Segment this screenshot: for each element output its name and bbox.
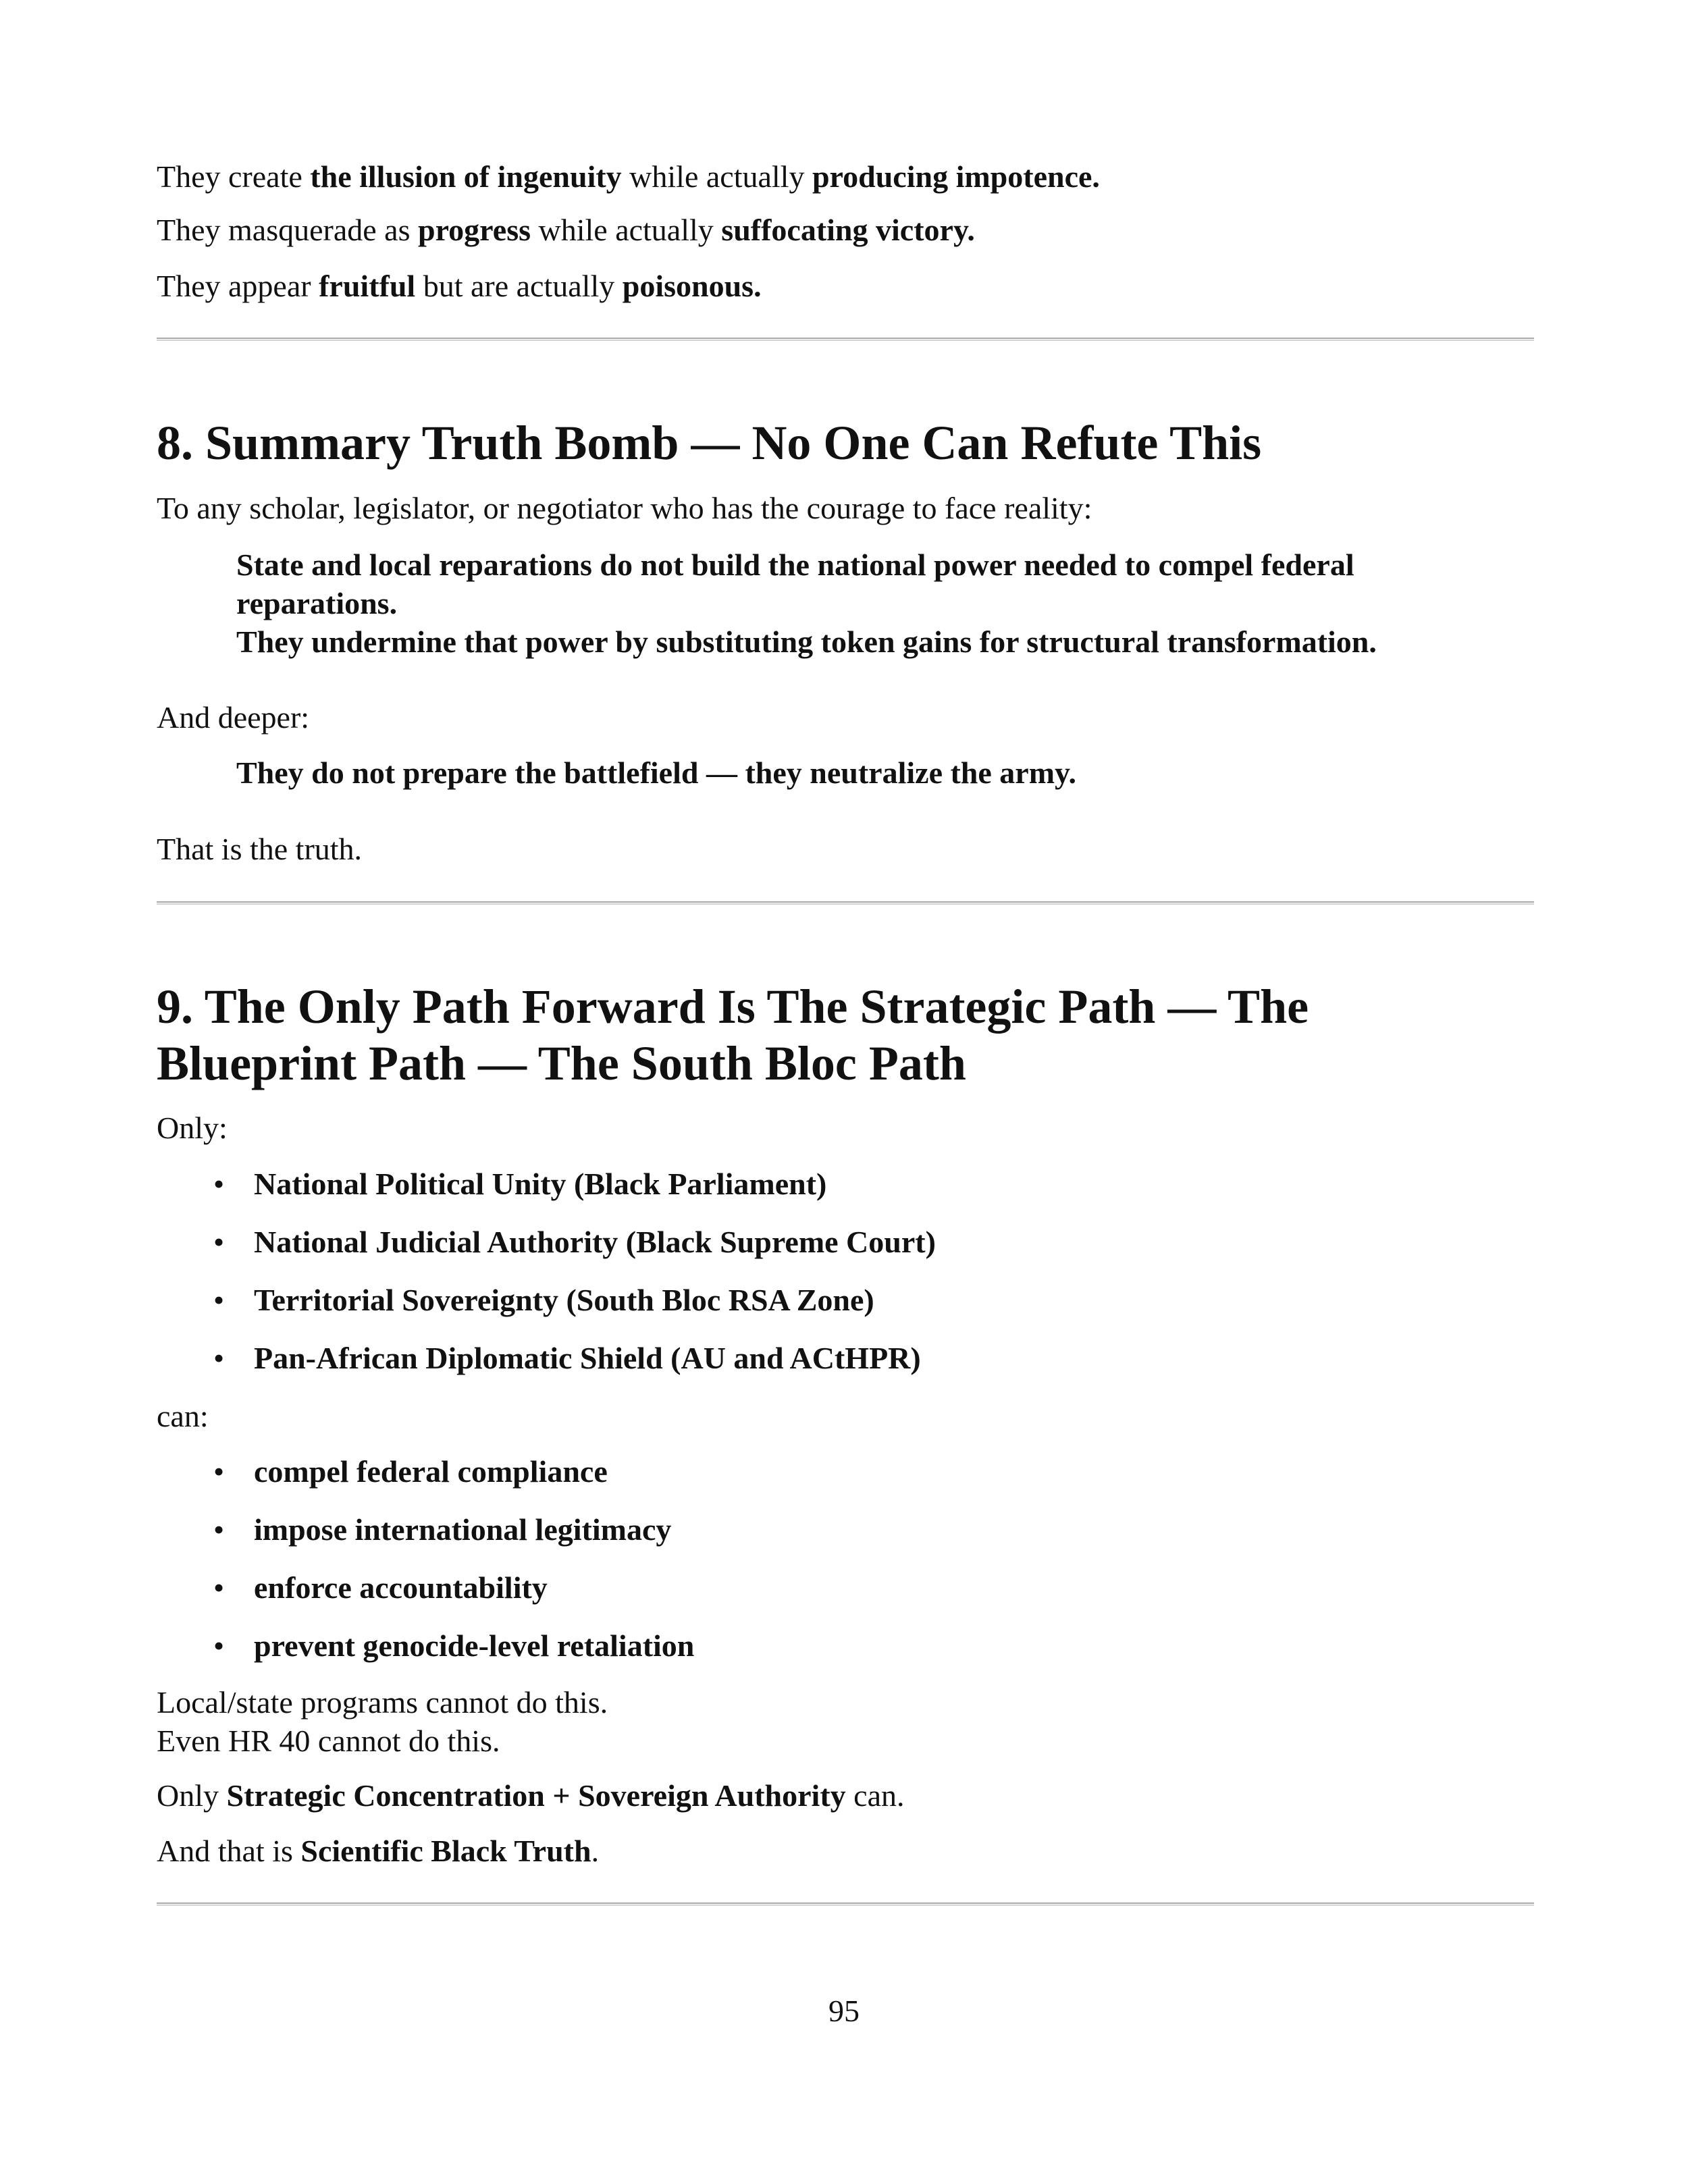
- bullet-icon: •: [213, 1628, 225, 1663]
- section-9-heading-line-2: Blueprint Path — The South Bloc Path: [157, 1036, 966, 1090]
- section-divider: [157, 338, 1534, 341]
- and-line: And that is Scientific Black Truth.: [157, 1834, 600, 1868]
- bullet-icon: •: [213, 1341, 225, 1375]
- intro-line-3: They appear fruitful but are actually poisonous.: [157, 269, 762, 303]
- section-9-heading-line-1: 9. The Only Path Forward Is The Strategic Path — The: [157, 980, 1309, 1034]
- intro-line-2: They masquerade as progress while actually suffocating victory.: [157, 213, 975, 247]
- list-item: • Pan-African Diplomatic Shield (AU and ACtHPR): [213, 1339, 921, 1377]
- blockquote-line: They undermine that power by substituting token gains for structural transformation.: [236, 624, 1377, 659]
- list-item: • prevent genocide-level retaliation: [213, 1627, 694, 1665]
- list-item: • compel federal compliance: [213, 1453, 608, 1491]
- only-line: Only Strategic Concentration + Sovereign Authority can.: [157, 1778, 905, 1813]
- blockquote-line: They do not prepare the battlefield — they neutralize the army.: [236, 755, 1076, 790]
- list-item: • Territorial Sovereignty (South Bloc RSA Zone): [213, 1281, 874, 1319]
- local-line-2: Even HR 40 cannot do this.: [157, 1724, 500, 1758]
- bullet-icon: •: [213, 1454, 225, 1489]
- section-divider: [157, 901, 1534, 905]
- section-9-can: can:: [157, 1399, 209, 1433]
- section-9-only: Only:: [157, 1111, 228, 1145]
- list-item: • enforce accountability: [213, 1569, 548, 1607]
- list-item: • National Political Unity (Black Parliament): [213, 1165, 826, 1203]
- bullet-icon: •: [213, 1570, 225, 1605]
- bullet-icon: •: [213, 1512, 225, 1547]
- list-item: • National Judicial Authority (Black Supreme Court): [213, 1223, 936, 1261]
- section-8-lead: To any scholar, legislator, or negotiator who has the courage to face reality:: [157, 491, 1092, 525]
- bullet-icon: •: [213, 1167, 225, 1201]
- intro-line-1: They create the illusion of ingenuity while actually producing impotence.: [157, 159, 1100, 194]
- blockquote-line: State and local reparations do not build the national power needed to compel federal: [236, 548, 1354, 582]
- blockquote-line: reparations.: [236, 586, 398, 620]
- page-number: 95: [828, 1994, 860, 2028]
- local-line-1: Local/state programs cannot do this.: [157, 1685, 608, 1720]
- section-divider: [157, 1902, 1534, 1906]
- section-8-closing: That is the truth.: [157, 832, 363, 866]
- section-8-deeper: And deeper:: [157, 700, 310, 735]
- list-item: • impose international legitimacy: [213, 1511, 671, 1549]
- bullet-icon: •: [213, 1225, 225, 1259]
- section-8-heading: 8. Summary Truth Bomb — No One Can Refute This: [157, 416, 1262, 470]
- bullet-icon: •: [213, 1283, 225, 1317]
